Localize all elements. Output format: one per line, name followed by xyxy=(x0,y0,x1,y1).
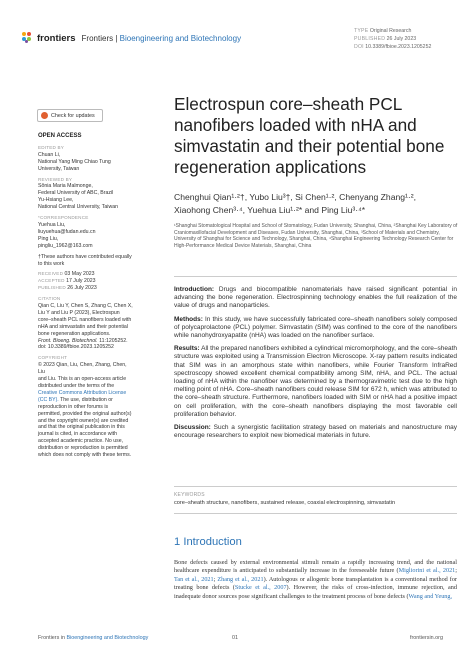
abstract xyxy=(174,286,457,445)
citation-doi[interactable]: doi: 10.3389/fbioe.2023.1205252 xyxy=(38,344,114,351)
keywords: core–sheath structure, nanofibers, sustained release, coaxial electrospinning, simvastatin xyxy=(174,500,396,506)
divider xyxy=(174,513,457,514)
sidebar-info: OPEN ACCESS EDITED BY Chuan Li, National Yang Ming Chiao Tung University, Taiwan REVIEWED BY Sônia Maria Malmonge, Federal University of ABC, Brazil Yu-Hsiang Lee, National Central University, Taiwan *CORRESPONDENCE Yuehua Liu, liuyuehua@fudan.edu.cn Ping Liu, pingliu_1962@163.com †These authors have contributed equally to this work RECEIVED 03 May 2023 ACCEPTED 17 July 2023 PUBLISHED 26 July 2023 CITATION Qian C, Liu Y, Chen S, Zhang C, Chen X, Liu Y and Liu P (2023), Electrospun core–sheath PCL nanofibers loaded with nHA and simvastatin and their potential bone regeneration applications. Front. Bioeng. Biotechnol. 11:1205252. doi: 10.3389/fbioe.2023.1205252 COPYRIGHT © 2023 Qian, Liu, Chen, Zhang, Chen, Liu and Liu. This is an open-access article distributed under the terms of the Creative Commons Attribution License (CC BY). The use, distribution or reproduction in other forums is permitted, provided the original author(s) and the copyright owner(s) are credited and that the original publication in this journal is cited, in accordance with accepted academic practice. No use, distribution or reproduction is permitted which does not comply with these terms. xyxy=(38,133,133,459)
footer-journal: Frontiers in Bioengineering and Biotechnology xyxy=(38,635,149,641)
divider xyxy=(174,276,457,277)
citation-link[interactable]: Stucke et al., 2007 xyxy=(234,584,287,592)
citation-link[interactable]: Tan et al., 2021 xyxy=(174,575,214,583)
abstract-introduction: Introduction: Drugs and biocompatible nanomaterials have raised significant potential in advancing the bone regeneration. Electrospinning technology enables the full realization of the value of drugs and nanoparticles. xyxy=(174,286,457,310)
affiliations: ¹Shanghai Stomatological Hospital and School of Stomatology, Fudan University, Shanghai, China, ²Shanghai Key Laboratory of Craniomaxillofacial Development and Diseases, Fudan University, Shanghai, China, ³School of Materials and Chemistry, University of Shanghai for Science and Technology, Shanghai, China, ⁴Shanghai Engineering Technology Research Center for High-Performance Medical Device Materials, Shanghai, China xyxy=(174,223,458,249)
abstract-discussion: Discussion: Such a synergistic facilitation strategy based on materials and nanostructure may encourage researchers to exploit new biomedical materials in future. xyxy=(174,424,457,440)
keywords-label: KEYWORDS xyxy=(174,492,205,498)
author-list: Chenghui Qian¹·²†, Yubo Liu³†, Si Chen¹·², Chenyang Zhang¹·², Xiaohong Chen³·⁴, Yuehua Liu¹·²* and Ping Liu³·⁴* xyxy=(174,192,417,215)
journal-title: Frontiers | Bioengineering and Biotechnology xyxy=(81,33,242,43)
email-link-2[interactable]: pingliu_1962@163.com xyxy=(38,242,93,249)
abstract-results: Results: All the prepared nanofibers exhibited a cylindrical micromorphology, and the core–sheath structure was exploited using a Transmission Electron Microscope. X-ray pattern results indicated that SIM was in an amorphous state within nanofibers, while Fourier Transform InfraRed spectroscopy showed excellent chemical compatibility among SIM, nHA, and PCL. The actual loading of nHA within the nanofiber was determined by a thermogravimetric test due to the high melting point of nHA. Core–sheath nanofibers could release SIM for 672 h, which was attributed to the core–sheath structure. Furthermore, nanofibers loaded with SIM or nHA had a positive impact on cell proliferation, with the core–sheath nanofibers displaying the most favorable cell proliferation behavior. xyxy=(174,345,457,418)
citation-link[interactable]: Migliorini et al., 2021 xyxy=(398,567,456,575)
article-meta: TYPE Original Research PUBLISHED 26 July 2023 DOI 10.3389/fbioe.2023.1205252 xyxy=(354,28,432,50)
introduction-text: Bone defects caused by external environmental stimuli remain a rapidly increasing trend, and the national healthcare expenditure is anticipated to substantially increase in the foreseeable future (Migliorini et al., 2021; Tan et al., 2021; Zhang et al., 2021). Autologous or allogenic bone transplantation is a conventional method for treating bone defects (Stucke et al., 2007). However, the risks of cross-infection, immune rejection, and inadequate donor sources pose significant challenges to the treatment process of bone defects (Wang and Yeung, xyxy=(174,559,457,600)
copyright-text: © 2023 Qian, Liu, Chen, Zhang, Chen, Liu and Liu. This is an open-access article distributed under the terms of the Creative Commons Attribution License (CC BY). The use, distribution or reproduction in other forums is permitted, provided the original author(s) and the copyright owner(s) are credited and that the original publication in this journal is cited, in accordance with accepted academic practice. No use, distribution or reproduction is permitted which does not comply with these terms. xyxy=(38,362,134,459)
footer-url-link[interactable]: frontiersin.org xyxy=(410,635,443,641)
abstract-methods: Methods: In this study, we have successfully fabricated core–sheath nanofibers solely composed of polycaprolactone (PCL) polymer. Simvastatin (SIM) was confined to the core of the nanofibers while nanohydroxyapatite (nHA) was loaded on the nanofiber surface. xyxy=(174,315,457,340)
journal-header xyxy=(22,32,241,44)
brand-name: frontiers xyxy=(37,32,76,44)
citation-link[interactable]: Wang and Yeung, xyxy=(408,592,453,600)
frontiers-logo-icon xyxy=(22,32,34,44)
license-link[interactable]: Creative Commons Attribution License xyxy=(38,389,127,396)
page-number: 01 xyxy=(232,635,238,641)
email-link-1[interactable]: liuyuehua@fudan.edu.cn xyxy=(38,228,96,235)
citation-link[interactable]: Zhang et al., 2021 xyxy=(217,575,264,583)
cc-by-link[interactable]: (CC BY). xyxy=(38,396,59,403)
divider xyxy=(174,486,457,487)
section-title-introduction: 1 Introduction xyxy=(174,536,242,548)
open-access-label: OPEN ACCESS xyxy=(38,133,82,139)
citation-text: Qian C, Liu Y, Chen S, Zhang C, Chen X, Liu Y and Liu P (2023), Electrospun core–sheath PCL nanofibers loaded with nHA and simvastatin and their potential bone regeneration applications. Front. Bioeng. Biotechnol. 11:1205252. doi: 10.3389/fbioe.2023.1205252 xyxy=(38,303,133,351)
check-for-updates-button[interactable]: Check for updates xyxy=(37,109,103,122)
check-updates-icon xyxy=(41,112,48,119)
article-title: Electrospun core–sheath PCL nanofibers loaded with nHA and simvastatin and their potential bone regeneration applications xyxy=(174,94,445,177)
